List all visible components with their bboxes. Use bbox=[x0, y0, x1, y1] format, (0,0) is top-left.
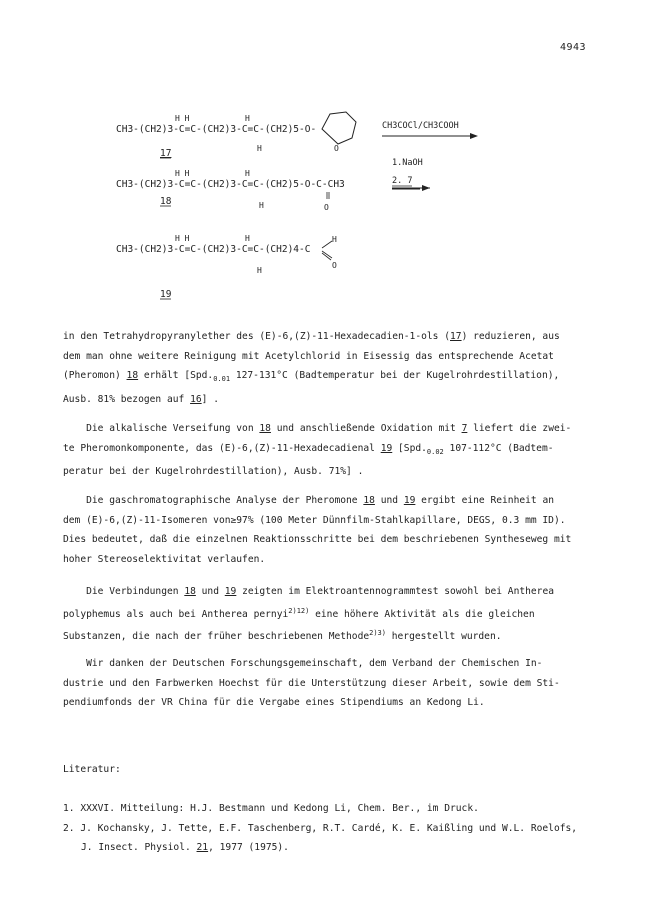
literature-heading: Literatur: bbox=[63, 764, 121, 775]
arrow-2 bbox=[392, 158, 430, 191]
arrow-1 bbox=[382, 121, 478, 139]
h-pair-18: H H bbox=[175, 169, 190, 178]
reference-2: 2. J. Kochansky, J. Tette, E.F. Taschenberg, R.T. Cardé, K. E. Kaißling und W.L. Roelofs, bbox=[63, 822, 578, 834]
reaction-scheme bbox=[0, 0, 672, 320]
aldehyde-h: H bbox=[332, 235, 337, 244]
reference-1: 1. XXXVI. Mitteilung: H.J. Bestmann und Kedong Li, Chem. Ber., im Druck. bbox=[63, 803, 479, 814]
formula-19: CH3-(CH2)3-C=C-(CH2)3-C=C-(CH2)4-C bbox=[116, 244, 311, 255]
h-top-17: H bbox=[245, 114, 250, 123]
thp-ring bbox=[322, 112, 356, 144]
paragraph-1: in den Tetrahydropyranylether des (E)-6,(Z)-11-Hexadecadien-1-ols (17) reduzieren, aus dem man ohne weitere Reinigung mit Acetylchlorid in Eisessig das entsprechende Acetat (Pheromon) 18 erhält [$Spd._{0.01}$ 127-131°C (Badtemperatur bei der Kugelrohrdestillation), Ausb. 81% bezogen auf 16] . bbox=[63, 327, 623, 409]
label-18: 18 bbox=[160, 196, 172, 207]
ring-oxygen: O bbox=[334, 144, 339, 153]
label-17: 17 bbox=[160, 148, 172, 159]
h-pair-17: H H bbox=[175, 114, 190, 123]
ref-18: 18 bbox=[126, 370, 139, 381]
compound-19 bbox=[116, 234, 337, 300]
aldehyde-oxygen: O bbox=[332, 261, 337, 270]
p1-line-2: dem man ohne weitere Reinigung mit Acetylchlorid in Eisessig das entsprechende Acetat bbox=[63, 350, 554, 362]
compound-18 bbox=[116, 169, 345, 212]
paragraph-2: Die alkalische Verseifung von 18 und anschließende Oxidation mit 7 liefert die zwei- te Pheromonkomponente, das (E)-6,(Z)-11-Hexadecadienal 19 [$Spd._{0.02}$ 107-112°C (Badtem- peratur bei der Kugelrohrdestillation), Ausb. 71%] . bbox=[63, 423, 572, 477]
paragraph-4: Die Verbindungen 18 und 19 zeigten im Elektroantennogrammtest sowohl bei Antherea polyphemus als auch bei Antherea pernyi$^{2)12)}$ eine höhere Aktivität als die gleichen Substanzen, die nach der früher beschriebenen Methode$^{2)3)}$ hergestellt wurden. bbox=[63, 586, 555, 642]
page-number: 4943 bbox=[560, 42, 587, 53]
formula-18: CH3-(CH2)3-C=C-(CH2)3-C=C-(CH2)5-O-C-CH3 bbox=[116, 179, 345, 190]
h-bottom-17: H bbox=[257, 144, 262, 153]
ref-17: 17 bbox=[450, 331, 462, 342]
ref-16: 16 bbox=[190, 393, 202, 405]
h-bottom-19: H bbox=[257, 266, 262, 275]
h-pair-19: H H bbox=[175, 234, 190, 243]
formula-17: CH3-(CH2)3-C=C-(CH2)3-C=C-(CH2)5-O- bbox=[116, 124, 317, 135]
label-19: 19 bbox=[160, 289, 172, 300]
paragraph-3: Die gaschromatographische Analyse der Pheromone 18 und 19 ergibt eine Reinheit an dem (E)-6,(Z)-11-Isomeren von≥97% (100 Meter Dünnfilm-Stahlkapillare, DEGS, 0.3 mm ID). Dies bedeutet, daß die einzelnen Reaktionsschritte bei dem beschriebenen Syntheseweg mit hoher Stereoselektivitat verlaufen. bbox=[63, 495, 572, 565]
carbonyl-oxygen-18: O bbox=[324, 203, 329, 212]
reagent-1: CH3COCl/CH3COOH bbox=[382, 121, 459, 131]
reagent-2b: 2. 7 bbox=[392, 176, 413, 186]
h-top-19: H bbox=[245, 234, 250, 243]
h-bottom-18: H bbox=[259, 201, 264, 210]
paragraph-5-acknowledgement: Wir danken der Deutschen Forschungsgemeinschaft, dem Verband der Chemischen In- dustrie und den Farbwerken Hoechst für die Unterstützung dieser Arbeit, sowie dem Sti- pendiumfonds der VR China für die Vergabe eines Stipendiums an Kedong Li. bbox=[63, 658, 560, 708]
references: 1. XXXVI. Mitteilung: H.J. Bestmann und Kedong Li, Chem. Ber., im Druck. 2. J. Kochansky, J. Tette, E.F. Taschenberg, R.T. Cardé, K. E. Kaißling und W.L. Roelofs, J. Insect. Physiol. 21, 1977 (1975). bbox=[63, 799, 633, 858]
reagent-2a: 1.NaOH bbox=[392, 158, 423, 168]
h-top-18: H bbox=[245, 169, 250, 178]
compound-17 bbox=[116, 112, 356, 159]
